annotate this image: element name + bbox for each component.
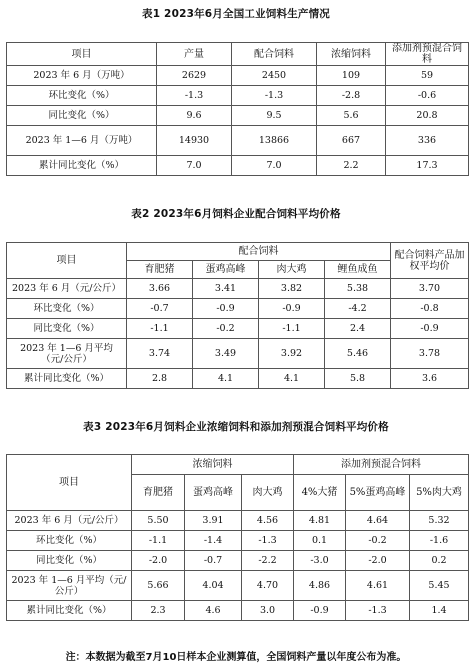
cell: 4.56 <box>242 511 294 531</box>
cell: 59 <box>386 66 469 86</box>
compound-price-table <box>6 242 469 389</box>
cell: 3.78 <box>391 339 469 369</box>
table-row <box>7 319 469 339</box>
cell: -2.8 <box>317 86 386 106</box>
cell: 2.8 <box>127 369 193 389</box>
cell: 9.6 <box>157 106 232 126</box>
header-weighted-average: 配合饲料产品加权平均价 <box>391 243 469 279</box>
cell: 336 <box>386 126 469 156</box>
table-row <box>7 106 469 126</box>
row-label: 2023 年 6 月（万吨） <box>7 66 157 86</box>
cell: -0.9 <box>259 299 325 319</box>
cell: 4.1 <box>193 369 259 389</box>
row-label: 同比变化（%） <box>7 319 127 339</box>
table-row <box>7 86 469 106</box>
cell: -0.2 <box>346 531 410 551</box>
table-row <box>7 531 469 551</box>
header-concentrate: 浓缩饲料 <box>132 455 294 475</box>
table-header-row <box>7 43 469 66</box>
cell: -1.3 <box>346 601 410 621</box>
table-row <box>7 126 469 156</box>
cell: -1.4 <box>185 531 242 551</box>
cell: -0.8 <box>391 299 469 319</box>
cell: 1.4 <box>410 601 469 621</box>
subheader-broiler: 肉大鸡 <box>259 261 325 279</box>
table-row <box>7 299 469 319</box>
header-item: 项目 <box>7 43 157 66</box>
cell: 2629 <box>157 66 232 86</box>
table2-title: 表2 2023年6月饲料企业配合饲料平均价格 <box>131 208 341 220</box>
cell: -1.1 <box>127 319 193 339</box>
cell: -0.9 <box>391 319 469 339</box>
subheader-5pct-broiler: 5%肉大鸡 <box>410 475 469 511</box>
production-table <box>6 42 469 176</box>
row-label: 环比变化（%） <box>7 299 127 319</box>
cell: -1.1 <box>132 531 185 551</box>
cell: 5.46 <box>325 339 391 369</box>
cell: -2.0 <box>132 551 185 571</box>
cell: 4.70 <box>242 571 294 601</box>
cell: -1.3 <box>157 86 232 106</box>
table-row <box>7 369 469 389</box>
subheader-layer-peak: 蛋鸡高峰 <box>185 475 242 511</box>
cell: 3.82 <box>259 279 325 299</box>
cell: 2.2 <box>317 156 386 176</box>
cell: 5.50 <box>132 511 185 531</box>
cell: 3.92 <box>259 339 325 369</box>
cell: 3.49 <box>193 339 259 369</box>
header-concentrate: 浓缩饲料 <box>317 43 386 66</box>
row-label: 同比变化（%） <box>7 551 132 571</box>
concentrate-premix-price-table <box>6 454 469 621</box>
subheader-5pct-layer: 5%蛋鸡高峰 <box>346 475 410 511</box>
cell: 7.0 <box>232 156 317 176</box>
cell: 3.70 <box>391 279 469 299</box>
cell: -1.1 <box>259 319 325 339</box>
cell: -0.2 <box>193 319 259 339</box>
cell: 2.3 <box>132 601 185 621</box>
cell: 4.64 <box>346 511 410 531</box>
cell: 5.8 <box>325 369 391 389</box>
cell: -3.0 <box>294 551 346 571</box>
cell: 3.91 <box>185 511 242 531</box>
cell: 0.2 <box>410 551 469 571</box>
table-row <box>7 66 469 86</box>
cell: 2.4 <box>325 319 391 339</box>
cell: 4.86 <box>294 571 346 601</box>
cell: 0.1 <box>294 531 346 551</box>
row-label: 2023 年 1—6 月（万吨） <box>7 126 157 156</box>
subheader-carp: 鲤鱼成鱼 <box>325 261 391 279</box>
cell: 5.66 <box>132 571 185 601</box>
row-label: 2023 年 6 月（元/公斤） <box>7 511 132 531</box>
table-row <box>7 601 469 621</box>
table-row <box>7 511 469 531</box>
table-row <box>7 279 469 299</box>
table3-title: 表3 2023年6月饲料企业浓缩饲料和添加剂预混合饲料平均价格 <box>83 421 389 433</box>
cell: -1.3 <box>232 86 317 106</box>
cell: -2.2 <box>242 551 294 571</box>
header-compound: 配合饲料 <box>232 43 317 66</box>
table-row <box>7 551 469 571</box>
cell: 3.6 <box>391 369 469 389</box>
row-label: 同比变化（%） <box>7 106 157 126</box>
table-header-row <box>7 243 469 261</box>
cell: 2450 <box>232 66 317 86</box>
table-row <box>7 156 469 176</box>
row-label: 累计同比变化（%） <box>7 369 127 389</box>
subheader-fattening-pig: 育肥猪 <box>132 475 185 511</box>
cell: 5.45 <box>410 571 469 601</box>
cell: 4.6 <box>185 601 242 621</box>
header-compound-feed: 配合饲料 <box>127 243 391 261</box>
subheader-broiler: 肉大鸡 <box>242 475 294 511</box>
row-label: 2023 年 1—6 月平均（元/公斤） <box>7 571 132 601</box>
cell: 5.38 <box>325 279 391 299</box>
cell: -0.9 <box>294 601 346 621</box>
table-row <box>7 571 469 601</box>
cell: -4.2 <box>325 299 391 319</box>
cell: 17.3 <box>386 156 469 176</box>
cell: 3.41 <box>193 279 259 299</box>
row-label: 环比变化（%） <box>7 86 157 106</box>
cell: -0.7 <box>185 551 242 571</box>
cell: 7.0 <box>157 156 232 176</box>
cell: 4.1 <box>259 369 325 389</box>
cell: -1.3 <box>242 531 294 551</box>
cell: -2.0 <box>346 551 410 571</box>
subheader-4pct-pig: 4%大猪 <box>294 475 346 511</box>
row-label: 累计同比变化（%） <box>7 601 132 621</box>
cell: 5.6 <box>317 106 386 126</box>
header-item: 项目 <box>7 243 127 279</box>
cell: -0.7 <box>127 299 193 319</box>
cell: 667 <box>317 126 386 156</box>
header-output: 产量 <box>157 43 232 66</box>
table-row <box>7 339 469 369</box>
table1-title: 表1 2023年6月全国工业饲料生产情况 <box>142 8 330 20</box>
cell: 4.61 <box>346 571 410 601</box>
cell: -1.6 <box>410 531 469 551</box>
cell: 3.74 <box>127 339 193 369</box>
subheader-layer-peak: 蛋鸡高峰 <box>193 261 259 279</box>
subheader-fattening-pig: 育肥猪 <box>127 261 193 279</box>
cell: 9.5 <box>232 106 317 126</box>
cell: 4.04 <box>185 571 242 601</box>
cell: 13866 <box>232 126 317 156</box>
cell: 5.32 <box>410 511 469 531</box>
cell: 20.8 <box>386 106 469 126</box>
header-item: 项目 <box>7 455 132 511</box>
cell: 109 <box>317 66 386 86</box>
row-label: 2023 年 6 月（元/公斤） <box>7 279 127 299</box>
header-premix: 添加剂预混合饲料 <box>386 43 469 66</box>
row-label: 2023 年 1—6 月平均（元/公斤） <box>7 339 127 369</box>
row-label: 环比变化（%） <box>7 531 132 551</box>
cell: -0.9 <box>193 299 259 319</box>
cell: 3.66 <box>127 279 193 299</box>
cell: 14930 <box>157 126 232 156</box>
header-premix: 添加剂预混合饲料 <box>294 455 469 475</box>
table-header-row <box>7 455 469 475</box>
footnote: 注：本数据为截至7月10日样本企业测算值，全国饲料产量以年度公布为准。 <box>65 652 407 663</box>
row-label: 累计同比变化（%） <box>7 156 157 176</box>
cell: 3.0 <box>242 601 294 621</box>
cell: 4.81 <box>294 511 346 531</box>
cell: -0.6 <box>386 86 469 106</box>
